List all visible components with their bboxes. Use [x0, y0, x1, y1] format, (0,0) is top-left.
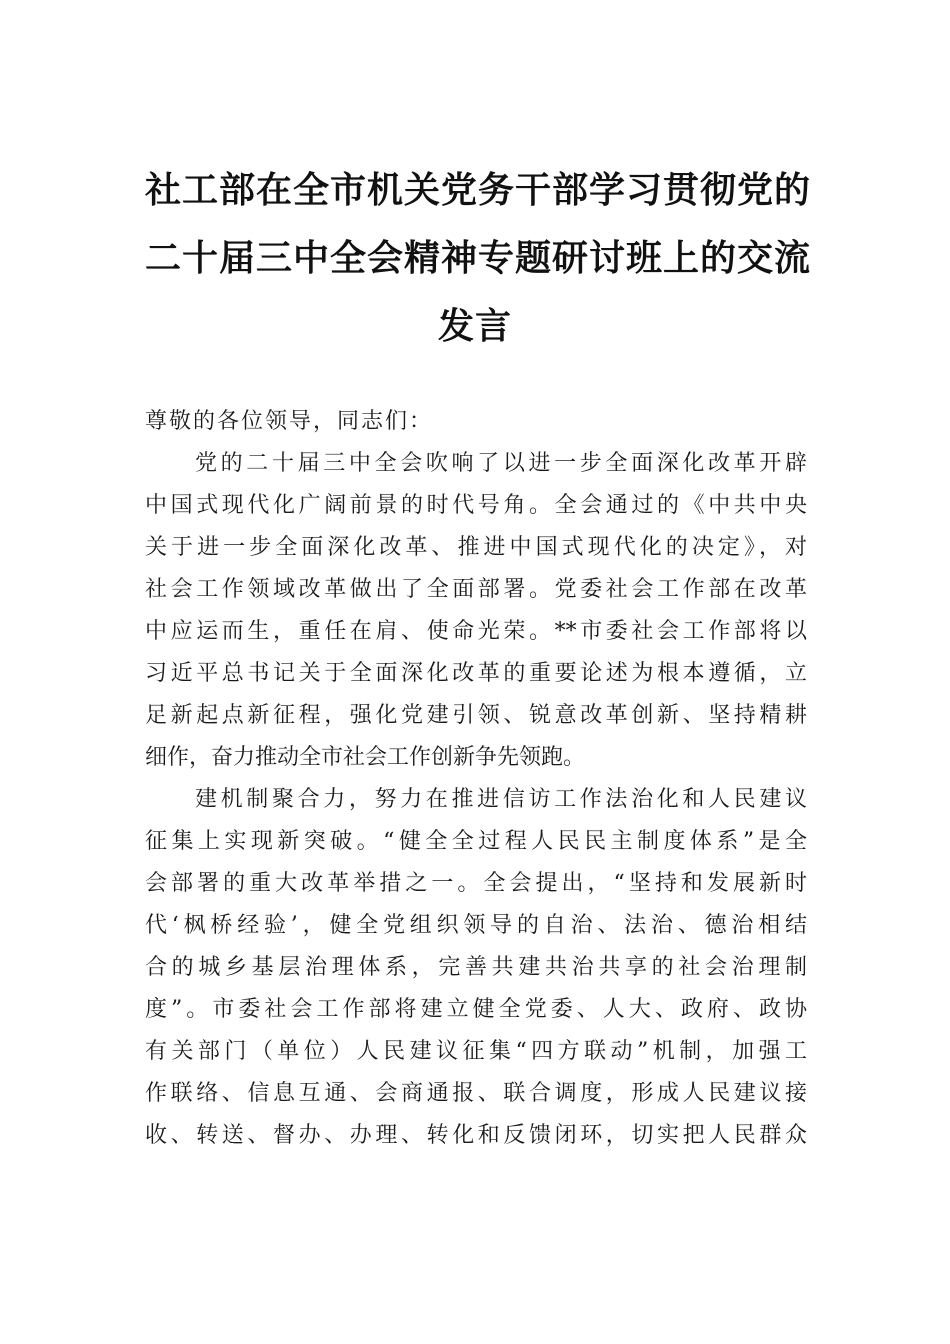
title-line: 二十届三中全会精神专题研讨班上的交流	[145, 237, 812, 279]
paragraph-line: 作联络、信息互通、会商通报、联合调度，形成人民建议接	[145, 1081, 807, 1106]
paragraph-line: 代‘枫桥经验’，健全党组织领导的自治、法治、德治相结	[145, 913, 807, 938]
title-line: 发言	[437, 305, 512, 347]
paragraph-line: 社会工作领域改革做出了全面部署。党委社会工作部在改革	[145, 577, 807, 602]
document-title	[145, 156, 812, 360]
paragraph-line: 关于进一步全面深化改革、推进中国式现代化的决定》，对	[145, 535, 807, 560]
paragraph-line: 收、转送、督办、办理、转化和反馈闭环，切实把人民群众	[145, 1123, 807, 1148]
paragraph-line: 度”。市委社会工作部将建立健全党委、人大、政府、政协	[145, 997, 807, 1022]
title-line: 社工部在全市机关党务干部学习贯彻党的	[145, 169, 812, 211]
paragraph-line: 中应运而生，重任在肩、使命光荣。**市委社会工作部将以	[145, 619, 807, 644]
paragraph-line: 习近平总书记关于全面深化改革的重要论述为根本遵循，立	[145, 661, 807, 686]
salutation: 尊敬的各位领导，同志们：	[145, 409, 434, 434]
paragraph-line: 中国式现代化广阔前景的时代号角。全会通过的《中共中央	[145, 493, 807, 518]
paragraph-line: 建机制聚合力，努力在推进信访工作法治化和人民建议	[195, 787, 807, 812]
paragraph-line: 征集上实现新突破。“健全全过程人民民主制度体系”是全	[145, 829, 807, 854]
paragraph	[145, 779, 807, 1157]
paragraph-line: 会部署的重大改革举措之一。全会提出，“坚持和发展新时	[145, 871, 807, 896]
paragraph	[145, 443, 807, 779]
paragraph-line: 足新起点新征程，强化党建引领、锐意改革创新、坚持精耕	[145, 703, 807, 728]
document-body	[145, 401, 807, 1157]
paragraph-line: 党的二十届三中全会吹响了以进一步全面深化改革开辟	[195, 451, 807, 476]
paragraph-line: 细作，奋力推动全市社会工作创新争先领跑。	[145, 745, 586, 770]
paragraph-line: 合的城乡基层治理体系，完善共建共治共享的社会治理制	[145, 955, 807, 980]
paragraph-line: 有关部门（单位）人民建议征集“四方联动”机制，加强工	[145, 1039, 807, 1064]
